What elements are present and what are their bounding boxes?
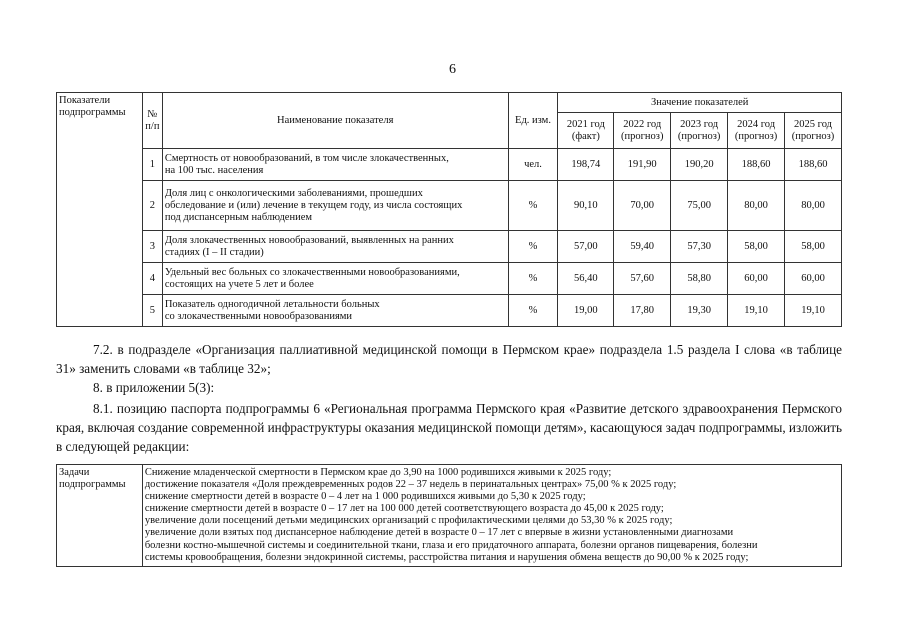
value-cell: 60,00 [785,263,842,295]
table-row [57,295,842,327]
year-note: (прогноз) [791,130,835,142]
value-cell: 59,40 [614,231,671,263]
name-line: стадиях (I – II стадии) [164,246,264,258]
value-cell: 19,10 [728,295,785,327]
table-row [57,181,842,231]
name-line: на 100 тыс. населения [164,164,264,176]
indicator-name [162,181,508,231]
row-number: 2 [142,181,162,231]
name-header: Наименование показателя [162,93,508,149]
task-line: снижение смертности детей в возрасте 0 – 17 лет на 100 000 детей соответствующего возраста до 45,00 к 2025 году; [144,503,664,515]
name-line: Показатель одногодичной летальности больных [164,298,380,310]
value-cell: 19,30 [671,295,728,327]
task-line: увеличение доли посещений детьми медицинских организаций с профилактическими целями до 53,30 % к 2025 году; [144,515,673,527]
table-row [57,231,842,263]
tasks-content [142,465,841,567]
indicators-table [56,92,842,327]
value-cell: 56,40 [558,263,614,295]
task-line: достижение показателя «Доля преждевременных родов 22 – 37 недель в перинатальных центрах» 75,00 % к 2025 году; [144,479,677,491]
indicator-name [162,149,508,181]
value-cell: 57,60 [614,263,671,295]
unit-cell: % [508,295,558,327]
program-label: Показатели подпрограммы [59,95,126,118]
value-cell: 60,00 [728,263,785,295]
tasks-label: Задачи подпрограммы [57,465,143,567]
year-note: (прогноз) [621,130,664,142]
year-label: 2024 год [737,118,776,130]
values-header: Значение показателей [558,93,842,113]
value-cell: 80,00 [785,181,842,231]
value-cell: 19,10 [785,295,842,327]
task-line: снижение смертности детей в возрасте 0 – 4 лет на 1 000 родившихся живыми до 5,30 к 2025 году; [144,491,586,503]
name-line: обследование и (или) лечение в текущем году, из числа состоящих [164,199,463,211]
indicator-name [162,231,508,263]
name-line: под диспансерным наблюдением [164,211,312,223]
program-label-cell [57,93,143,327]
name-line: со злокачественными новообразованиями [164,310,353,322]
row-number: 3 [142,231,162,263]
name-line: Доля злокачественных новообразований, выявленных на ранних [164,234,454,246]
table-row [57,149,842,181]
value-cell: 58,00 [785,231,842,263]
tasks-table [56,464,842,567]
paragraph-8-1: 8.1. позицию паспорта подпрограммы 6 «Региональная программа Пермского края «Развитие детского здравоохранения Пермского края, включая создание современной инфраструктуры оказания медицинской помощи детям», касающуюся задач подпрограммы, изложить в следующей редакции: [56,401,842,454]
unit-header: Ед. изм. [508,93,558,149]
indicator-name [162,263,508,295]
year-header [728,113,785,149]
task-line: болезни костно-мышечной системы и соединительной ткани, глаза и его придаточного аппарата, болезни органов пищеварения, болезни [144,539,758,551]
value-cell: 188,60 [728,149,785,181]
name-line: состоящих на учете 5 лет и более [164,278,314,290]
table-row [57,263,842,295]
year-label: 2025 год [794,118,832,130]
row-number: 5 [142,295,162,327]
page-number: 6 [449,62,456,77]
task-line: системы кровообращения, болезни эндокринной системы, расстройства питания и нарушения обмена веществ до 90,00 % к 2025 году; [144,551,749,563]
value-cell: 57,00 [558,231,614,263]
unit-cell: % [508,181,558,231]
value-cell: 75,00 [671,181,728,231]
row-number: 1 [142,149,162,181]
year-note: (прогноз) [677,130,721,142]
name-line: Смертность от новообразований, в том числе злокачественных, [164,152,449,164]
num-header: № п/п [142,93,162,149]
value-cell: 57,30 [671,231,728,263]
unit-cell: % [508,263,558,295]
row-number: 4 [142,263,162,295]
task-line: увеличение доли взятых под диспансерное наблюдение детей в возрасте 0 – 17 лет с впервые в жизни установленными диагнозами [144,527,734,539]
value-cell: 80,00 [728,181,785,231]
indicator-name [162,295,508,327]
year-header [785,113,842,149]
value-cell: 17,80 [614,295,671,327]
task-line: Снижение младенческой смертности в Пермском крае до 3,90 на 1000 родившихся живыми к 2025 году; [144,467,612,478]
value-cell: 70,00 [614,181,671,231]
year-header [671,113,728,149]
paragraph-8: 8. в приложении 5(3): [93,380,215,395]
paragraph-7-2: 7.2. в подразделе «Организация паллиативной медицинской помощи в Пермском крае» подраздела 1.5 раздела I слова «в таблице 31» заменить словами «в таблице 32»; [56,342,842,376]
value-cell: 191,90 [614,149,671,181]
value-cell: 58,80 [671,263,728,295]
year-note: (прогноз) [734,130,778,142]
value-cell: 190,20 [671,149,728,181]
value-cell: 90,10 [558,181,614,231]
unit-cell: чел. [508,149,558,181]
year-label: 2022 год [623,118,662,130]
unit-cell: % [508,231,558,263]
year-header [558,113,614,149]
name-line: Доля лиц с онкологическими заболеваниями, прошедших [164,187,423,199]
name-line: Удельный вес больных со злокачественными новообразованиями, [164,266,460,278]
year-label: 2021 год [566,118,605,130]
value-cell: 198,74 [558,149,614,181]
year-header [614,113,671,149]
value-cell: 19,00 [558,295,614,327]
year-label: 2023 год [680,118,719,130]
year-note: (факт) [571,130,600,142]
value-cell: 188,60 [785,149,842,181]
value-cell: 58,00 [728,231,785,263]
